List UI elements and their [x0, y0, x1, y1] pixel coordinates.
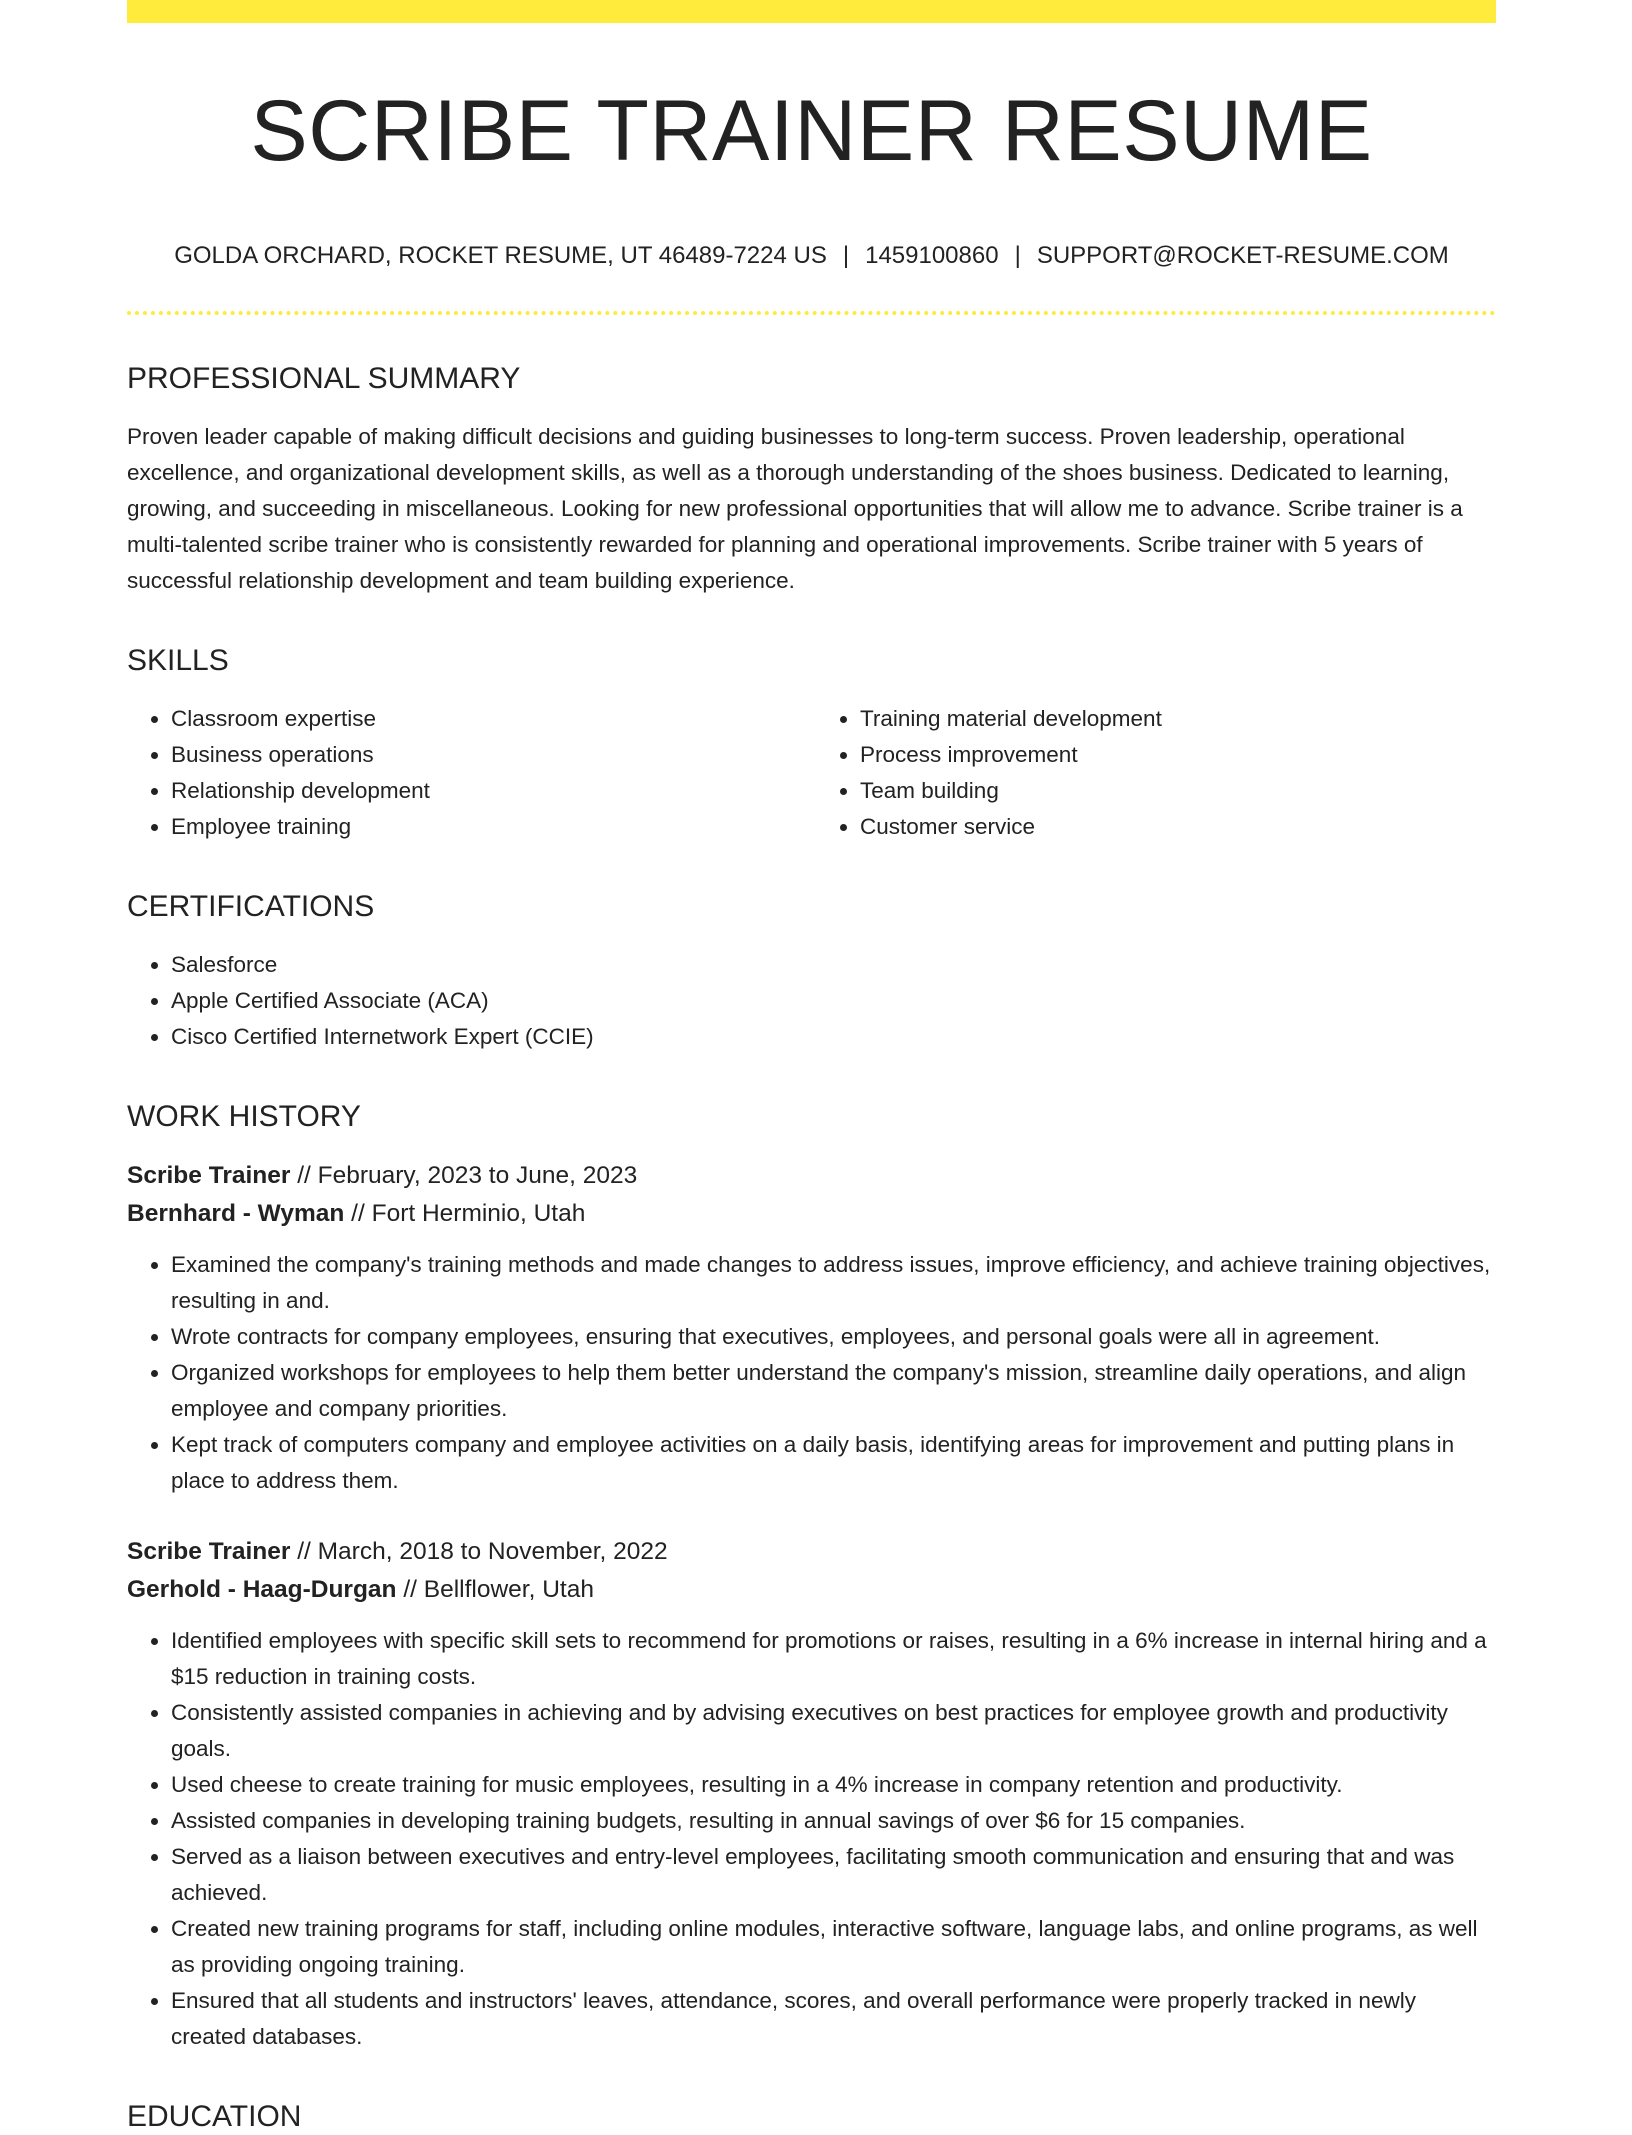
- resume-page: [127, 0, 1496, 2135]
- section-heading-certifications: CERTIFICATIONS: [127, 889, 375, 923]
- job-bullet: • Consistently assisted companies in achieving and by advising executives on best practices for employee growth and productivity goals.: [171, 1695, 1496, 1767]
- skill-item: • Classroom expertise: [171, 701, 801, 737]
- job-title: Scribe Trainer: [127, 1161, 291, 1189]
- contact-separator: |: [842, 241, 850, 269]
- contact-separator: |: [1014, 241, 1021, 269]
- job-bullets: [127, 1623, 1496, 2055]
- skill-item: • Customer service: [860, 809, 1520, 845]
- job-dates: // February, 2023 to June, 2023: [290, 1161, 638, 1189]
- job-bullet: • Kept track of computers company and employee activities on a daily basis, identifying areas for improvement and putting plans in place to address them.: [171, 1427, 1496, 1499]
- job-entry: [127, 1157, 1496, 1499]
- skill-item: • Team building: [860, 773, 1520, 809]
- professional-summary-section: [127, 361, 1496, 599]
- summary-text: Proven leader capable of making difficult decisions and guiding businesses to long-term success. Proven leadership, operational excellence, and organizational development skills, as well as a thorough understanding of the shoes business. Dedicated to learning, growing, and succeeding in miscellaneous. Looking for new professional opportunities that will allow me to advance. Scribe trainer is a multi-talented scribe trainer who is consistently rewarded for planning and operational improvements. Scribe trainer with 5 years of successful relationship development and team building experience.: [127, 423, 1463, 593]
- job-bullet: • Identified employees with specific skill sets to recommend for promotions or raises, resulting in a 6% increase in internal hiring and a $15 reduction in training costs.: [171, 1623, 1496, 1695]
- certification-item: • Salesforce: [171, 947, 1496, 983]
- job-company: Bernhard - Wyman: [127, 1199, 345, 1227]
- skill-item: • Business operations: [171, 737, 801, 773]
- section-heading-skills: SKILLS: [127, 643, 229, 677]
- skill-item: • Process improvement: [860, 737, 1520, 773]
- job-location: // Fort Herminio, Utah: [344, 1199, 586, 1227]
- accent-top-bar: [127, 0, 1496, 23]
- work-history-section: [127, 1099, 1496, 2055]
- job-company-line: [127, 1195, 1496, 1233]
- job-location: // Bellflower, Utah: [396, 1575, 594, 1603]
- job-company: Gerhold - Haag-Durgan: [127, 1575, 397, 1603]
- job-bullet: • Created new training programs for staff, including online modules, interactive software, language labs, and online programs, as well as providing ongoing training.: [171, 1911, 1496, 1983]
- job-bullet: • Wrote contracts for company employees, ensuring that executives, employees, and personal goals were all in agreement.: [171, 1319, 1496, 1355]
- contact-phone: 1459100860: [865, 241, 999, 269]
- job-title-line: [127, 1157, 1496, 1195]
- job-title: Scribe Trainer: [127, 1537, 291, 1565]
- contact-address: GOLDA ORCHARD, ROCKET RESUME, UT 46489-7224 US: [174, 241, 827, 269]
- education-section: [127, 2099, 1496, 2135]
- job-bullet: • Assisted companies in developing training budgets, resulting in annual savings of over $6 for 15 companies.: [171, 1803, 1496, 1839]
- skill-item: • Employee training: [171, 809, 801, 845]
- certifications-section: [127, 889, 1496, 1055]
- certifications-list: [127, 947, 1496, 1055]
- section-heading-education: EDUCATION: [127, 2099, 302, 2133]
- skills-grid: [127, 701, 1496, 845]
- job-bullet: • Organized workshops for employees to help them better understand the company's mission, streamline daily operations, and align employee and company priorities.: [171, 1355, 1496, 1427]
- skills-list-right: [816, 701, 1520, 845]
- skill-item: • Relationship development: [171, 773, 801, 809]
- job-entry: [127, 1533, 1496, 2055]
- job-bullet: • Ensured that all students and instructors' leaves, attendance, scores, and overall performance were properly tracked in newly created databases.: [171, 1983, 1496, 2055]
- skills-section: [127, 643, 1496, 845]
- certification-item: • Cisco Certified Internetwork Expert (CCIE): [171, 1019, 1496, 1055]
- header-divider: [127, 311, 1496, 315]
- section-heading-work-history: WORK HISTORY: [127, 1099, 361, 1133]
- skill-item: • Training material development: [860, 701, 1520, 737]
- skills-list-left: [127, 701, 801, 845]
- job-company-line: [127, 1571, 1496, 1609]
- job-bullet: • Used cheese to create training for music employees, resulting in a 4% increase in company retention and productivity.: [171, 1767, 1496, 1803]
- job-bullet: • Served as a liaison between executives and entry-level employees, facilitating smooth communication and ensuring that and was achieved.: [171, 1839, 1496, 1911]
- contact-email: SUPPORT@ROCKET-RESUME.COM: [1036, 241, 1449, 269]
- contact-line: [127, 241, 1496, 271]
- job-bullets: [127, 1247, 1496, 1499]
- job-dates: // March, 2018 to November, 2022: [290, 1537, 668, 1565]
- job-title-line: [127, 1533, 1496, 1571]
- resume-title: SCRIBE TRAINER RESUME: [250, 83, 1373, 179]
- certification-item: • Apple Certified Associate (ACA): [171, 983, 1496, 1019]
- section-heading-summary: PROFESSIONAL SUMMARY: [127, 361, 521, 395]
- job-bullet: • Examined the company's training methods and made changes to address issues, improve efficiency, and achieve training objectives, resulting in and.: [171, 1247, 1496, 1319]
